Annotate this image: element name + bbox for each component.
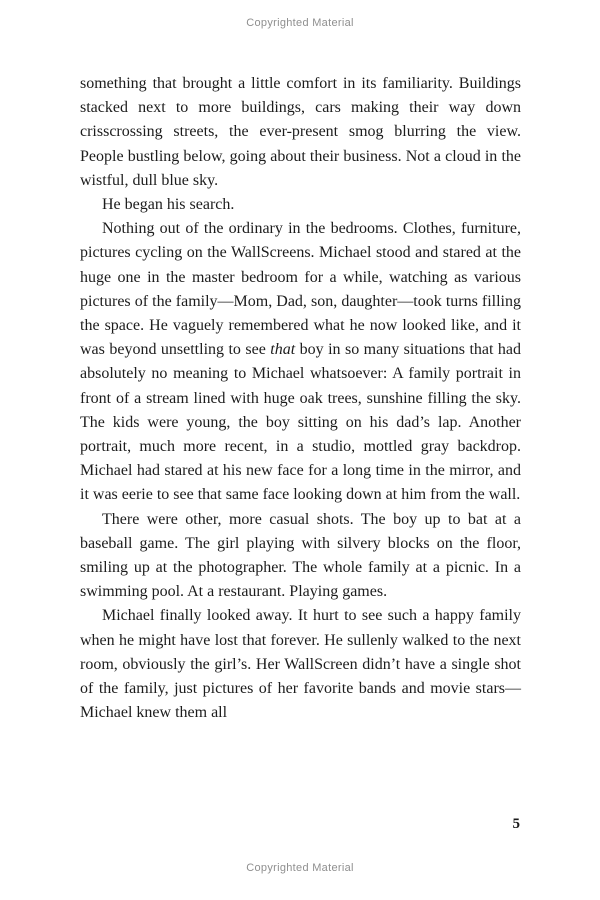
- italic-text-run: that: [270, 341, 296, 359]
- text-run: boy in so many situations that had absolutely no meaning to Michael whatsoever: A family portrait in front of a stream lined with huge oak trees, sunshine filling the sky. The kids were young, the boy sitting on his dad’s lap. Another portrait, much more recent, in a studio, mottled gray backdrop. Michael had stared at his new face for a long time in the mirror, and it was eerie to see that same face looking down at him from the wall.: [80, 341, 522, 504]
- paragraph: He began his search.: [102, 196, 235, 214]
- copyright-notice-top: Copyrighted Material: [246, 17, 354, 29]
- paragraph: There were other, more casual shots. The boy up to bat at a baseball game. The girl playing with silvery blocks on the floor, smiling up at the photographer. The whole family at a picnic. In a swimming pool. At a restaurant. Playing games.: [80, 510, 521, 601]
- copyright-notice-bottom: Copyrighted Material: [246, 862, 354, 874]
- paragraph-continuation: something that brought a little comfort in its familiarity. Buildings stacked next to more buildings, cars making their way down crisscrossing streets, the ever-present smog blurring the view. People bustling below, going about their business. Not a cloud in the wistful, dull blue sky.: [80, 75, 521, 189]
- paragraph: Michael finally looked away. It hurt to see such a happy family when he might have lost that forever. He sullenly walked to the next room, obviously the girl’s. Her WallScreen didn’t have a single shot of the family, just pictures of her favorite bands and movie stars—Michael knew them all: [80, 607, 521, 722]
- text-run: Nothing out of the ordinary in the bedrooms. Clothes, furniture, pictures cycling on the WallScreens. Michael stood and stared at the huge one in the master bedroom for a while, watching as various pictures of the family—Mom, Dad, son, daughter—took turns filling the space. He vaguely remembered what he now looked like, and it was beyond unsettling to see: [80, 220, 521, 359]
- paragraph: [80, 217, 521, 507]
- page-number: 5: [512, 816, 520, 832]
- body-text: [80, 72, 521, 725]
